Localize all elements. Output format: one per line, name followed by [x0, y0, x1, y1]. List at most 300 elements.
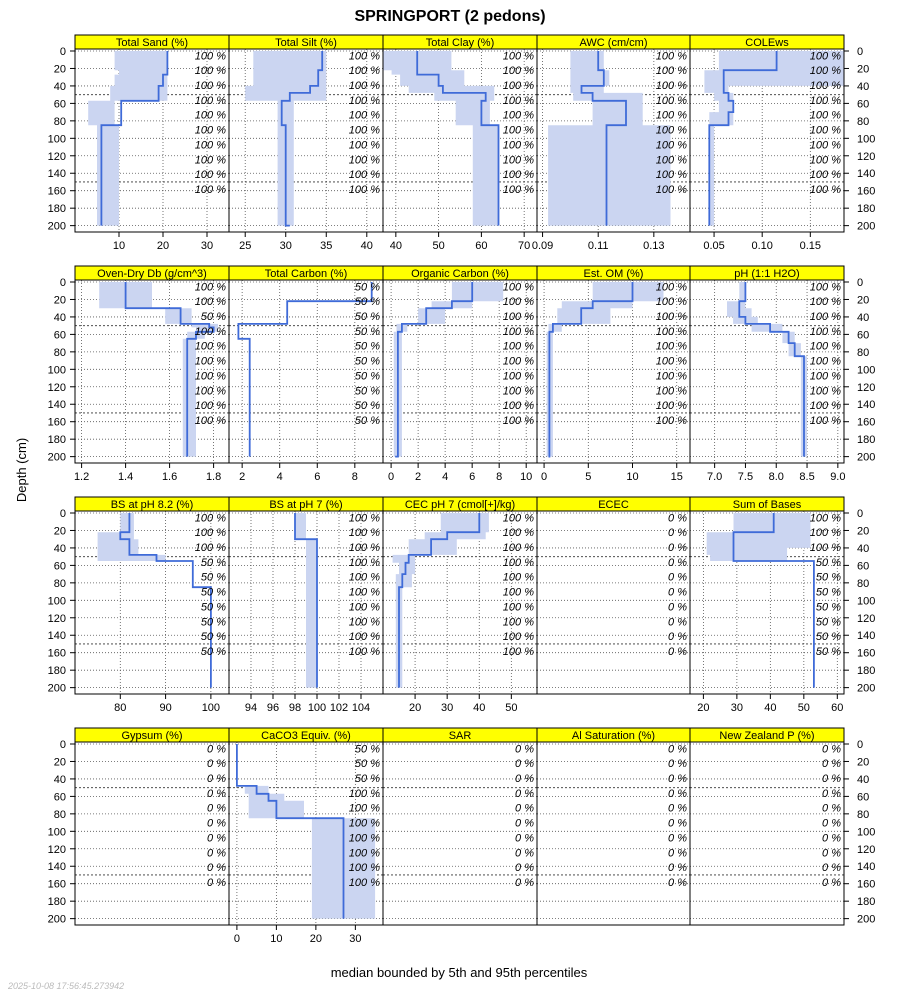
x-tick-label: 8 [496, 471, 503, 483]
y-tick-label: 100 [47, 364, 66, 377]
x-tick-label: 50 [432, 240, 445, 252]
sample-percent-label: 0 % [668, 556, 687, 569]
sample-percent-label: 0 % [515, 817, 534, 830]
y-tick-label: 200 [857, 220, 876, 233]
sample-percent-label: 50 % [200, 616, 226, 629]
sample-percent-label: 50 % [354, 743, 380, 756]
x-tick-label: 50 [505, 702, 518, 714]
sample-percent-label: 100 % [502, 325, 534, 338]
sample-percent-label: 0 % [668, 616, 687, 629]
panel [690, 497, 844, 714]
sample-percent-label: 50 % [354, 370, 380, 383]
sample-percent-label: 0 % [822, 802, 841, 815]
sample-percent-label: 100 % [809, 370, 841, 383]
y-tick-label: 160 [47, 878, 66, 891]
x-tick-label: 0 [233, 933, 240, 945]
sample-percent-label: 100 % [194, 355, 226, 368]
sample-percent-label: 100 % [502, 400, 534, 413]
sample-percent-label: 50 % [200, 631, 226, 644]
sample-percent-label: 100 % [194, 281, 226, 294]
sample-percent-label: 100 % [809, 355, 841, 368]
sample-percent-label: 0 % [207, 817, 226, 830]
sample-percent-label: 100 % [348, 124, 380, 137]
y-tick-label: 0 [857, 277, 864, 289]
y-tick-label: 20 [857, 756, 870, 769]
sample-percent-label: 100 % [655, 154, 687, 167]
y-tick-label: 100 [857, 826, 876, 839]
sample-percent-label: 100 % [348, 631, 380, 644]
panel-title: Total Sand (%) [115, 37, 189, 49]
x-tick-label: 20 [697, 702, 710, 714]
y-tick-label: 80 [53, 115, 66, 128]
panel [537, 728, 690, 925]
sample-percent-label: 0 % [515, 802, 534, 815]
sample-percent-label: 100 % [502, 586, 534, 599]
y-tick-label: 160 [47, 416, 66, 429]
y-tick-label: 140 [47, 861, 66, 874]
y-tick-label: 0 [857, 739, 864, 751]
sample-percent-label: 0 % [515, 787, 534, 800]
sample-percent-label: 100 % [809, 311, 841, 324]
sample-percent-label: 100 % [655, 370, 687, 383]
sample-percent-label: 0 % [668, 758, 687, 771]
panel [229, 35, 383, 252]
sample-percent-label: 100 % [502, 556, 534, 569]
sample-percent-label: 100 % [194, 80, 226, 93]
sample-percent-label: 100 % [809, 385, 841, 398]
sample-percent-label: 0 % [668, 773, 687, 786]
sample-percent-label: 0 % [515, 862, 534, 875]
sample-percent-label: 100 % [655, 414, 687, 427]
sample-percent-label: 100 % [194, 414, 226, 427]
x-tick-label: 30 [200, 240, 214, 252]
y-tick-label: 80 [53, 346, 66, 359]
panel-title: CEC pH 7 (cmol[+]/kg) [404, 499, 516, 511]
panel [537, 497, 690, 694]
sample-percent-label: 50 % [354, 325, 380, 338]
sample-percent-label: 0 % [668, 645, 687, 658]
sample-percent-label: 100 % [809, 414, 841, 427]
sample-percent-label: 100 % [348, 139, 380, 152]
y-tick-label: 120 [47, 150, 66, 163]
sample-percent-label: 0 % [668, 802, 687, 815]
x-tick-label: 40 [360, 240, 373, 252]
sample-percent-label: 0 % [822, 817, 841, 830]
panel-title: Organic Carbon (%) [411, 268, 509, 280]
sample-percent-label: 100 % [502, 385, 534, 398]
percentile-band [88, 51, 167, 226]
sample-percent-label: 100 % [348, 876, 380, 889]
panel-title: BS at pH 8.2 (%) [110, 499, 194, 511]
y-tick-label: 100 [47, 595, 66, 608]
sample-percent-label: 100 % [194, 154, 226, 167]
sample-percent-label: 0 % [822, 787, 841, 800]
sample-percent-label: 0 % [207, 787, 226, 800]
y-tick-label: 60 [53, 791, 66, 804]
sample-percent-label: 50 % [354, 311, 380, 324]
sample-percent-label: 100 % [809, 325, 841, 338]
sample-percent-label: 100 % [809, 296, 841, 309]
sample-percent-label: 100 % [655, 109, 687, 122]
sample-percent-label: 100 % [348, 601, 380, 614]
sample-percent-label: 100 % [809, 400, 841, 413]
panel [383, 728, 537, 925]
y-tick-label: 80 [857, 808, 870, 821]
median-line [238, 282, 371, 457]
sample-percent-label: 100 % [348, 847, 380, 860]
sample-percent-label: 0 % [668, 571, 687, 584]
panel [690, 35, 844, 252]
y-tick-label: 160 [47, 185, 66, 198]
sample-percent-label: 0 % [668, 601, 687, 614]
panel-border [75, 742, 229, 925]
x-tick-label: 5 [585, 471, 592, 483]
panel-border [690, 742, 844, 925]
x-tick-label: 2 [415, 471, 422, 483]
sample-percent-label: 100 % [194, 370, 226, 383]
sample-percent-label: 0 % [515, 758, 534, 771]
sample-percent-label: 100 % [809, 94, 841, 107]
sample-percent-label: 50 % [354, 340, 380, 353]
panel-title: BS at pH 7 (%) [269, 499, 343, 511]
x-tick-label: 0.13 [643, 240, 665, 252]
sample-percent-label: 100 % [809, 183, 841, 196]
x-tick-label: 96 [266, 702, 280, 714]
y-tick-label: 80 [53, 808, 66, 821]
sample-percent-label: 0 % [207, 862, 226, 875]
y-tick-label: 160 [857, 878, 876, 891]
sample-percent-label: 0 % [668, 847, 687, 860]
sample-percent-label: 100 % [809, 542, 841, 555]
sample-percent-label: 100 % [655, 183, 687, 196]
x-tick-label: 10 [520, 471, 533, 483]
y-tick-label: 80 [857, 346, 870, 359]
y-tick-label: 100 [857, 133, 876, 146]
y-tick-label: 60 [857, 329, 870, 342]
sample-percent-label: 100 % [348, 556, 380, 569]
y-tick-label: 20 [53, 525, 66, 538]
y-tick-label: 100 [857, 364, 876, 377]
x-tick-label: 1.6 [161, 471, 178, 483]
sample-percent-label: 100 % [809, 340, 841, 353]
sample-percent-label: 100 % [502, 94, 534, 107]
panel [75, 728, 229, 925]
sample-percent-label: 100 % [348, 802, 380, 815]
x-tick-label: 100 [307, 702, 327, 714]
y-axis-label: Depth (cm) [14, 437, 29, 503]
panel [75, 497, 229, 714]
sample-percent-label: 50 % [815, 571, 841, 584]
sample-percent-label: 100 % [655, 340, 687, 353]
x-tick-label: 4 [442, 471, 449, 483]
panel-border [383, 742, 537, 925]
x-tick-label: 40 [764, 702, 777, 714]
sample-percent-label: 100 % [348, 542, 380, 555]
x-axis-label: median bounded by 5th and 95th percentiles [330, 965, 588, 980]
sample-percent-label: 100 % [502, 571, 534, 584]
panel [537, 266, 690, 483]
y-tick-label: 100 [47, 826, 66, 839]
sample-percent-label: 0 % [207, 876, 226, 889]
sample-percent-label: 0 % [668, 512, 687, 525]
y-tick-label: 120 [857, 612, 876, 625]
sample-percent-label: 100 % [502, 311, 534, 324]
y-tick-label: 160 [857, 647, 876, 660]
sample-percent-label: 100 % [502, 65, 534, 78]
x-tick-label: 40 [473, 702, 486, 714]
panel-title: COLEws [745, 37, 789, 49]
x-tick-label: 7.5 [737, 471, 754, 483]
y-tick-label: 40 [857, 311, 870, 324]
x-tick-label: 6 [469, 471, 476, 483]
x-tick-label: 8 [351, 471, 358, 483]
x-tick-label: 10 [626, 471, 639, 483]
sample-percent-label: 0 % [207, 743, 226, 756]
x-tick-label: 0 [388, 471, 395, 483]
sample-percent-label: 0 % [822, 847, 841, 860]
sample-percent-label: 100 % [348, 65, 380, 78]
sample-percent-label: 100 % [348, 527, 380, 540]
sample-percent-label: 100 % [502, 370, 534, 383]
x-tick-label: 94 [244, 702, 258, 714]
y-tick-label: 180 [857, 434, 876, 447]
sample-percent-label: 100 % [655, 325, 687, 338]
y-tick-label: 200 [47, 682, 66, 695]
sample-percent-label: 0 % [822, 773, 841, 786]
sample-percent-label: 100 % [655, 355, 687, 368]
sample-percent-label: 100 % [502, 169, 534, 182]
sample-percent-label: 100 % [194, 109, 226, 122]
panel [383, 497, 537, 714]
sample-percent-label: 0 % [822, 876, 841, 889]
x-tick-label: 10 [112, 240, 126, 252]
sample-percent-label: 100 % [348, 787, 380, 800]
sample-percent-label: 100 % [655, 169, 687, 182]
sample-percent-label: 50 % [815, 631, 841, 644]
sample-percent-label: 100 % [348, 50, 380, 63]
sample-percent-label: 100 % [194, 340, 226, 353]
y-tick-label: 20 [857, 525, 870, 538]
sample-percent-label: 100 % [194, 124, 226, 137]
y-tick-label: 160 [47, 647, 66, 660]
sample-percent-label: 100 % [348, 586, 380, 599]
panel [690, 266, 845, 483]
sample-percent-label: 0 % [515, 743, 534, 756]
panel [532, 35, 690, 252]
sample-percent-label: 50 % [200, 556, 226, 569]
x-tick-label: 30 [349, 933, 362, 945]
sample-percent-label: 50 % [354, 355, 380, 368]
y-tick-label: 40 [53, 311, 66, 324]
sample-percent-label: 100 % [502, 281, 534, 294]
panel-title: Total Silt (%) [275, 37, 337, 49]
y-tick-label: 40 [857, 542, 870, 555]
x-tick-label: 7.0 [706, 471, 723, 483]
sample-percent-label: 100 % [194, 542, 226, 555]
panel [229, 266, 383, 483]
panel-title: Oven-Dry Db (g/cm^3) [97, 268, 207, 280]
y-tick-label: 0 [857, 508, 864, 520]
sample-percent-label: 100 % [348, 616, 380, 629]
sample-percent-label: 0 % [515, 832, 534, 845]
y-tick-label: 120 [47, 843, 66, 856]
x-tick-label: 0.15 [799, 240, 822, 252]
x-tick-label: 0 [541, 471, 548, 483]
y-tick-label: 120 [857, 843, 876, 856]
panel-title: pH (1:1 H2O) [734, 268, 800, 280]
x-tick-label: 6 [314, 471, 321, 483]
sample-percent-label: 50 % [200, 586, 226, 599]
x-tick-label: 30 [730, 702, 743, 714]
sample-percent-label: 100 % [502, 527, 534, 540]
sample-percent-label: 0 % [207, 773, 226, 786]
x-tick-label: 25 [239, 240, 252, 252]
panel-title: AWC (cm/cm) [579, 37, 648, 49]
x-tick-label: 2 [239, 471, 246, 483]
sample-percent-label: 0 % [207, 832, 226, 845]
x-tick-label: 0.10 [751, 240, 773, 252]
sample-percent-label: 100 % [809, 512, 841, 525]
sample-percent-label: 100 % [348, 512, 380, 525]
y-tick-label: 200 [857, 913, 876, 926]
sample-percent-label: 100 % [809, 281, 841, 294]
sample-percent-label: 0 % [822, 743, 841, 756]
panel-title: ECEC [598, 499, 629, 511]
x-tick-label: 40 [389, 240, 402, 252]
sample-percent-label: 100 % [809, 169, 841, 182]
y-tick-label: 60 [53, 329, 66, 342]
x-tick-label: 20 [156, 240, 170, 252]
y-tick-label: 120 [47, 381, 66, 394]
y-tick-label: 20 [857, 294, 870, 307]
sample-percent-label: 0 % [822, 832, 841, 845]
sample-percent-label: 100 % [655, 400, 687, 413]
y-tick-label: 100 [47, 133, 66, 146]
sample-percent-label: 50 % [354, 758, 380, 771]
sample-percent-label: 100 % [655, 124, 687, 137]
sample-percent-label: 50 % [200, 645, 226, 658]
sample-percent-label: 100 % [502, 80, 534, 93]
y-tick-label: 140 [857, 630, 876, 643]
sample-percent-label: 0 % [207, 802, 226, 815]
sample-percent-label: 50 % [815, 645, 841, 658]
y-tick-label: 0 [59, 508, 66, 520]
y-tick-label: 80 [857, 577, 870, 590]
sample-percent-label: 50 % [354, 281, 380, 294]
x-tick-label: 15 [670, 471, 683, 483]
sample-percent-label: 100 % [502, 542, 534, 555]
y-tick-label: 180 [47, 434, 66, 447]
sample-percent-label: 100 % [809, 109, 841, 122]
sample-percent-label: 0 % [668, 631, 687, 644]
sample-percent-label: 100 % [502, 183, 534, 196]
y-tick-label: 20 [53, 294, 66, 307]
x-tick-label: 20 [309, 933, 322, 945]
sample-percent-label: 100 % [348, 183, 380, 196]
sample-percent-label: 50 % [200, 571, 226, 584]
sample-percent-label: 0 % [668, 862, 687, 875]
panel [74, 266, 229, 483]
sample-percent-label: 100 % [194, 512, 226, 525]
sample-percent-label: 50 % [354, 296, 380, 309]
y-tick-label: 180 [857, 896, 876, 909]
sample-percent-label: 100 % [502, 512, 534, 525]
percentile-band [548, 51, 670, 226]
sample-percent-label: 100 % [655, 139, 687, 152]
sample-percent-label: 0 % [668, 787, 687, 800]
y-tick-label: 200 [857, 682, 876, 695]
y-tick-label: 120 [47, 612, 66, 625]
sample-percent-label: 100 % [348, 94, 380, 107]
sample-percent-label: 100 % [194, 65, 226, 78]
sample-percent-label: 100 % [809, 50, 841, 63]
sample-percent-label: 50 % [815, 586, 841, 599]
sample-percent-label: 100 % [809, 65, 841, 78]
x-tick-label: 20 [408, 702, 422, 714]
x-tick-label: 50 [797, 702, 810, 714]
y-tick-label: 40 [857, 80, 870, 93]
sample-percent-label: 50 % [200, 601, 226, 614]
y-tick-label: 160 [857, 185, 876, 198]
panel-title: SAR [448, 730, 472, 742]
sample-percent-label: 100 % [194, 183, 226, 196]
x-tick-label: 0.11 [587, 240, 609, 252]
x-tick-label: 4 [276, 471, 283, 483]
panel-title: CaCO3 Equiv. (%) [261, 730, 351, 742]
x-tick-label: 102 [329, 702, 349, 714]
panel-title: Total Clay (%) [425, 37, 495, 49]
sample-percent-label: 100 % [655, 50, 687, 63]
y-tick-label: 60 [53, 98, 66, 111]
sample-percent-label: 100 % [502, 296, 534, 309]
y-tick-label: 40 [857, 773, 870, 786]
sample-percent-label: 50 % [815, 616, 841, 629]
y-tick-label: 180 [47, 203, 66, 216]
sample-percent-label: 50 % [815, 601, 841, 614]
sample-percent-label: 100 % [809, 124, 841, 137]
panel-title: Al Saturation (%) [571, 730, 656, 742]
y-tick-label: 60 [857, 560, 870, 573]
x-tick-label: 9.0 [830, 471, 846, 483]
y-tick-label: 140 [857, 861, 876, 874]
sample-percent-label: 100 % [194, 169, 226, 182]
y-tick-label: 200 [857, 451, 876, 464]
x-tick-label: 1.2 [73, 471, 90, 483]
panel [229, 728, 383, 945]
percentile-band [238, 282, 371, 457]
sample-percent-label: 50 % [354, 400, 380, 413]
sample-percent-label: 0 % [668, 817, 687, 830]
sample-percent-label: 100 % [348, 109, 380, 122]
sample-percent-label: 100 % [502, 154, 534, 167]
sample-percent-label: 0 % [668, 527, 687, 540]
y-tick-label: 200 [47, 913, 66, 926]
sample-percent-label: 100 % [809, 154, 841, 167]
sample-percent-label: 0 % [515, 847, 534, 860]
panel-grid [48, 35, 876, 945]
y-tick-label: 20 [857, 63, 870, 76]
sample-percent-label: 0 % [207, 847, 226, 860]
x-tick-label: 30 [441, 702, 454, 714]
y-tick-label: 0 [59, 739, 66, 751]
y-tick-label: 180 [857, 665, 876, 678]
panel [75, 35, 229, 252]
y-tick-label: 60 [53, 560, 66, 573]
panel [383, 35, 537, 252]
sample-percent-label: 100 % [502, 355, 534, 368]
y-tick-label: 200 [47, 220, 66, 233]
y-tick-label: 60 [857, 791, 870, 804]
